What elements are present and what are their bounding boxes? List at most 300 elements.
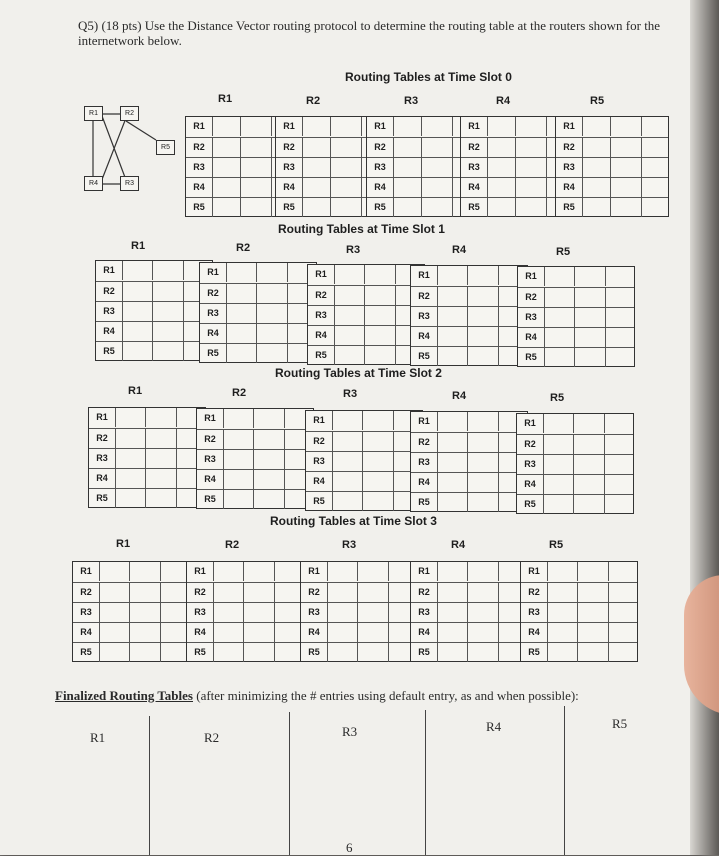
empty-table-cell[interactable] (468, 433, 499, 452)
empty-table-cell[interactable] (334, 306, 365, 325)
topology-node-r1: R1 (84, 106, 103, 121)
empty-table-cell[interactable] (609, 643, 639, 662)
routing-table-row (73, 622, 189, 642)
empty-table-cell[interactable] (130, 623, 161, 642)
empty-table-cell[interactable] (487, 158, 516, 177)
routing-table-row (306, 491, 422, 511)
destination-header: R4 (301, 623, 328, 642)
empty-table-cell[interactable] (547, 603, 578, 622)
destination-header: R5 (200, 344, 227, 363)
empty-table-cell[interactable] (223, 430, 254, 449)
empty-table-cell[interactable] (332, 432, 363, 451)
empty-table-cell[interactable] (642, 178, 670, 197)
empty-table-cell[interactable] (574, 495, 605, 514)
routing-table-row (517, 494, 633, 514)
empty-table-cell[interactable] (331, 198, 362, 217)
empty-table-cell[interactable] (254, 490, 285, 509)
empty-table-cell[interactable] (334, 326, 365, 345)
empty-table-cell[interactable] (302, 178, 331, 197)
routing-table-row (517, 454, 633, 474)
empty-table-cell[interactable] (146, 489, 177, 508)
destination-header: R5 (197, 490, 224, 509)
destination-header: R2 (411, 287, 438, 306)
empty-table-cell[interactable] (302, 158, 331, 177)
empty-table-cell[interactable] (244, 583, 275, 602)
empty-table-cell[interactable] (212, 178, 241, 197)
empty-table-cell[interactable] (257, 324, 288, 343)
empty-table-cell[interactable] (363, 472, 394, 491)
empty-table-cell[interactable] (332, 492, 363, 511)
empty-table-cell[interactable] (115, 489, 146, 508)
empty-table-cell[interactable] (574, 475, 605, 494)
empty-table-cell[interactable] (365, 346, 396, 365)
empty-table-cell[interactable] (547, 562, 578, 581)
empty-table-cell[interactable] (331, 117, 362, 136)
empty-table-cell[interactable] (642, 117, 670, 136)
empty-table-cell[interactable] (642, 138, 670, 157)
empty-table-cell[interactable] (302, 138, 331, 157)
empty-table-cell[interactable] (437, 493, 468, 512)
empty-table-cell[interactable] (358, 583, 389, 602)
empty-table-cell[interactable] (331, 158, 362, 177)
destination-header: R5 (308, 346, 335, 365)
empty-table-cell[interactable] (153, 322, 184, 341)
empty-table-cell[interactable] (468, 623, 499, 642)
empty-table-cell[interactable] (468, 347, 499, 366)
empty-table-cell[interactable] (241, 178, 272, 197)
empty-table-cell[interactable] (334, 346, 365, 365)
empty-table-cell[interactable] (611, 158, 642, 177)
empty-table-cell[interactable] (609, 623, 639, 642)
empty-table-cell[interactable] (99, 643, 130, 662)
empty-table-cell[interactable] (358, 643, 389, 662)
empty-table-cell[interactable] (605, 435, 635, 454)
empty-table-cell[interactable] (363, 452, 394, 471)
empty-table-cell[interactable] (468, 473, 499, 492)
empty-table-cell[interactable] (363, 432, 394, 451)
empty-table-cell[interactable] (241, 158, 272, 177)
empty-table-cell[interactable] (516, 138, 547, 157)
destination-header: R2 (367, 138, 394, 157)
destination-header: R2 (517, 435, 544, 454)
empty-table-cell[interactable] (582, 158, 611, 177)
router-table-label: R4 (452, 390, 467, 402)
empty-table-cell[interactable] (365, 306, 396, 325)
empty-table-cell[interactable] (468, 493, 499, 512)
empty-table-cell[interactable] (332, 472, 363, 491)
routing-table-row (308, 325, 424, 345)
empty-table-cell[interactable] (254, 430, 285, 449)
empty-table-cell[interactable] (146, 469, 177, 488)
empty-table-cell[interactable] (226, 344, 257, 363)
empty-table-cell[interactable] (611, 178, 642, 197)
empty-table-cell[interactable] (575, 348, 606, 367)
empty-table-cell[interactable] (422, 138, 453, 157)
empty-table-cell[interactable] (437, 347, 468, 366)
empty-table-cell[interactable] (582, 138, 611, 157)
empty-table-cell[interactable] (115, 449, 146, 468)
empty-table-cell[interactable] (547, 643, 578, 662)
destination-header: R4 (200, 324, 227, 343)
empty-table-cell[interactable] (544, 267, 575, 286)
empty-table-cell[interactable] (334, 265, 365, 284)
empty-table-cell[interactable] (606, 267, 636, 286)
empty-table-cell[interactable] (332, 452, 363, 471)
empty-table-cell[interactable] (437, 562, 468, 581)
destination-header: R2 (186, 138, 213, 157)
empty-table-cell[interactable] (257, 284, 288, 303)
empty-table-cell[interactable] (241, 138, 272, 157)
empty-table-cell[interactable] (516, 178, 547, 197)
empty-table-cell[interactable] (363, 492, 394, 511)
empty-table-cell[interactable] (547, 623, 578, 642)
router-table-label: R3 (342, 539, 357, 551)
empty-table-cell[interactable] (437, 287, 468, 306)
empty-table-cell[interactable] (487, 138, 516, 157)
empty-table-cell[interactable] (146, 429, 177, 448)
destination-header: R1 (186, 117, 213, 136)
empty-table-cell[interactable] (332, 411, 363, 430)
destination-header: R2 (411, 433, 438, 452)
empty-table-cell[interactable] (153, 342, 184, 361)
empty-table-cell[interactable] (99, 583, 130, 602)
empty-table-cell[interactable] (393, 158, 422, 177)
routing-table-row (518, 267, 634, 286)
empty-table-cell[interactable] (153, 282, 184, 301)
routing-table-row (411, 286, 527, 306)
empty-table-cell[interactable] (115, 408, 146, 427)
empty-table-cell[interactable] (437, 327, 468, 346)
empty-table-cell[interactable] (358, 623, 389, 642)
empty-table-cell[interactable] (212, 158, 241, 177)
router-table-label: R3 (346, 244, 361, 256)
empty-table-cell[interactable] (130, 562, 161, 581)
empty-table-cell[interactable] (437, 453, 468, 472)
empty-table-cell[interactable] (582, 178, 611, 197)
empty-table-cell[interactable] (213, 603, 244, 622)
routing-table-row (73, 562, 189, 581)
router-table-label: R5 (549, 539, 564, 551)
empty-table-cell[interactable] (437, 266, 468, 285)
routing-table-row (556, 197, 668, 217)
empty-table-cell[interactable] (642, 158, 670, 177)
empty-table-cell[interactable] (365, 326, 396, 345)
empty-table-cell[interactable] (547, 583, 578, 602)
routing-table-row (200, 283, 316, 303)
destination-header: R5 (301, 643, 328, 662)
empty-table-cell[interactable] (543, 455, 574, 474)
final-label-r3: R3 (342, 724, 358, 739)
finalized-tables-instruction: (after minimizing the # entries using default entry, as and when possible): (192, 688, 579, 703)
routing-table-row (73, 582, 189, 602)
empty-table-cell[interactable] (122, 261, 153, 280)
empty-table-cell[interactable] (468, 287, 499, 306)
empty-table-cell[interactable] (574, 455, 605, 474)
routing-table-row (308, 265, 424, 284)
empty-table-cell[interactable] (575, 267, 606, 286)
empty-table-cell[interactable] (327, 603, 358, 622)
empty-table-cell[interactable] (99, 603, 130, 622)
empty-table-cell[interactable] (422, 178, 453, 197)
empty-table-cell[interactable] (257, 263, 288, 282)
empty-table-cell[interactable] (122, 342, 153, 361)
routing-table-row (200, 263, 316, 282)
empty-table-cell[interactable] (393, 117, 422, 136)
empty-table-cell[interactable] (437, 307, 468, 326)
destination-header: R5 (89, 489, 116, 508)
destination-header: R2 (197, 430, 224, 449)
destination-header: R4 (521, 623, 548, 642)
empty-table-cell[interactable] (146, 449, 177, 468)
empty-table-cell[interactable] (213, 643, 244, 662)
empty-table-cell[interactable] (331, 178, 362, 197)
empty-table-cell[interactable] (575, 288, 606, 307)
empty-table-cell[interactable] (393, 138, 422, 157)
empty-table-cell[interactable] (574, 414, 605, 433)
empty-table-cell[interactable] (99, 562, 130, 581)
empty-table-cell[interactable] (575, 308, 606, 327)
routing-table-row (301, 602, 417, 622)
destination-header: R4 (197, 470, 224, 489)
empty-table-cell[interactable] (331, 138, 362, 157)
empty-table-cell[interactable] (223, 450, 254, 469)
router-table-label: R1 (128, 385, 143, 397)
empty-table-cell[interactable] (327, 583, 358, 602)
empty-table-cell[interactable] (516, 117, 547, 136)
empty-table-cell[interactable] (606, 308, 636, 327)
empty-table-cell[interactable] (122, 302, 153, 321)
empty-table-cell[interactable] (468, 307, 499, 326)
empty-table-cell[interactable] (543, 475, 574, 494)
empty-table-cell[interactable] (487, 117, 516, 136)
empty-table-cell[interactable] (578, 583, 609, 602)
empty-table-cell[interactable] (437, 603, 468, 622)
empty-table-cell[interactable] (241, 117, 272, 136)
empty-table-cell[interactable] (609, 603, 639, 622)
routing-table-row (96, 341, 212, 361)
empty-table-cell[interactable] (578, 562, 609, 581)
empty-table-cell[interactable] (437, 583, 468, 602)
empty-table-cell[interactable] (122, 322, 153, 341)
empty-table-cell[interactable] (363, 411, 394, 430)
empty-table-cell[interactable] (130, 603, 161, 622)
empty-table-cell[interactable] (582, 198, 611, 217)
routing-table-row (96, 261, 212, 280)
empty-table-cell[interactable] (244, 623, 275, 642)
empty-table-cell[interactable] (153, 261, 184, 280)
empty-table-cell[interactable] (99, 623, 130, 642)
empty-table-cell[interactable] (544, 348, 575, 367)
routing-table (410, 265, 528, 366)
empty-table-cell[interactable] (327, 623, 358, 642)
router-table-label: R4 (451, 539, 466, 551)
empty-table-cell[interactable] (609, 583, 639, 602)
empty-table-cell[interactable] (609, 562, 639, 581)
empty-table-cell[interactable] (223, 409, 254, 428)
router-table-label: R4 (496, 95, 511, 107)
destination-header: R1 (301, 562, 328, 581)
routing-table-row (306, 411, 422, 430)
empty-table-cell[interactable] (213, 562, 244, 581)
empty-table-cell[interactable] (244, 562, 275, 581)
empty-table-cell[interactable] (611, 138, 642, 157)
routing-table-row (197, 489, 313, 509)
destination-header: R3 (411, 453, 438, 472)
empty-table-cell[interactable] (422, 117, 453, 136)
empty-table-cell[interactable] (437, 643, 468, 662)
empty-table-cell[interactable] (130, 643, 161, 662)
empty-table-cell[interactable] (468, 453, 499, 472)
empty-table-cell[interactable] (605, 475, 635, 494)
routing-table-row (306, 471, 422, 491)
routing-table-row (200, 303, 316, 323)
destination-header: R5 (186, 198, 213, 217)
empty-table-cell[interactable] (611, 198, 642, 217)
empty-table-cell[interactable] (468, 643, 499, 662)
empty-table-cell[interactable] (257, 304, 288, 323)
empty-table-cell[interactable] (575, 328, 606, 347)
routing-table-row (187, 642, 303, 662)
empty-table-cell[interactable] (358, 603, 389, 622)
empty-table-cell[interactable] (212, 117, 241, 136)
routing-table-row (187, 602, 303, 622)
empty-table-cell[interactable] (213, 583, 244, 602)
destination-header: R5 (461, 198, 488, 217)
empty-table-cell[interactable] (212, 198, 241, 217)
empty-table-cell[interactable] (606, 348, 636, 367)
destination-header: R4 (187, 623, 214, 642)
empty-table-cell[interactable] (544, 288, 575, 307)
destination-header: R1 (411, 562, 438, 581)
empty-table-cell[interactable] (257, 344, 288, 363)
empty-table-cell[interactable] (578, 643, 609, 662)
empty-table-cell[interactable] (605, 414, 635, 433)
routing-table-row (518, 347, 634, 367)
empty-table-cell[interactable] (115, 469, 146, 488)
routing-table-row (518, 287, 634, 307)
empty-table-cell[interactable] (468, 266, 499, 285)
empty-table-cell[interactable] (468, 583, 499, 602)
routing-table-row (517, 414, 633, 433)
destination-header: R1 (308, 265, 335, 284)
destination-header: R3 (461, 158, 488, 177)
router-table-label: R3 (343, 388, 358, 400)
empty-table-cell[interactable] (487, 198, 516, 217)
empty-table-cell[interactable] (605, 455, 635, 474)
empty-table-cell[interactable] (115, 429, 146, 448)
empty-table-cell[interactable] (223, 470, 254, 489)
empty-table-cell[interactable] (153, 302, 184, 321)
empty-table-cell[interactable] (468, 412, 499, 431)
router-table-label: R5 (556, 246, 571, 258)
empty-table-cell[interactable] (365, 265, 396, 284)
routing-table-row (411, 306, 527, 326)
router-table-label: R2 (306, 95, 321, 107)
empty-table-cell[interactable] (254, 450, 285, 469)
empty-table-cell[interactable] (244, 643, 275, 662)
empty-table-cell[interactable] (543, 435, 574, 454)
empty-table-cell[interactable] (437, 433, 468, 452)
empty-table-cell[interactable] (146, 408, 177, 427)
routing-table-row (411, 472, 527, 492)
empty-table-cell[interactable] (516, 198, 547, 217)
empty-table-cell[interactable] (223, 490, 254, 509)
destination-header: R3 (556, 158, 583, 177)
empty-table-cell[interactable] (226, 304, 257, 323)
empty-table-cell[interactable] (642, 198, 670, 217)
empty-table-cell[interactable] (611, 117, 642, 136)
empty-table-cell[interactable] (437, 473, 468, 492)
routing-table-row (517, 474, 633, 494)
empty-table-cell[interactable] (226, 324, 257, 343)
empty-table-cell[interactable] (422, 158, 453, 177)
empty-table-cell[interactable] (543, 414, 574, 433)
empty-table-cell[interactable] (543, 495, 574, 514)
empty-table-cell[interactable] (334, 286, 365, 305)
empty-table-cell[interactable] (468, 562, 499, 581)
empty-table-cell[interactable] (327, 562, 358, 581)
empty-table-cell[interactable] (358, 562, 389, 581)
empty-table-cell[interactable] (226, 263, 257, 282)
empty-table-cell[interactable] (606, 328, 636, 347)
empty-table-cell[interactable] (578, 603, 609, 622)
routing-table (186, 561, 304, 662)
empty-table-cell[interactable] (582, 117, 611, 136)
empty-table-cell[interactable] (606, 288, 636, 307)
empty-table-cell[interactable] (544, 328, 575, 347)
empty-table-cell[interactable] (468, 603, 499, 622)
empty-table-cell[interactable] (302, 198, 331, 217)
destination-header: R5 (187, 643, 214, 662)
empty-table-cell[interactable] (130, 583, 161, 602)
final-column-divider (289, 712, 290, 855)
empty-table-cell[interactable] (122, 282, 153, 301)
empty-table-cell[interactable] (212, 138, 241, 157)
empty-table-cell[interactable] (605, 495, 635, 514)
empty-table-cell[interactable] (365, 286, 396, 305)
empty-table-cell[interactable] (437, 412, 468, 431)
destination-header: R5 (367, 198, 394, 217)
final-column-divider (425, 710, 426, 855)
empty-table-cell[interactable] (574, 435, 605, 454)
empty-table-cell[interactable] (302, 117, 331, 136)
empty-table-cell[interactable] (254, 470, 285, 489)
destination-header: R5 (411, 347, 438, 366)
question-text: Q5) (18 pts) Use the Distance Vector routing protocol to determine the routing table at the routers shown for the internetwork below. (78, 18, 661, 48)
empty-table-cell[interactable] (244, 603, 275, 622)
empty-table-cell[interactable] (241, 198, 272, 217)
empty-table-cell[interactable] (578, 623, 609, 642)
empty-table-cell[interactable] (544, 308, 575, 327)
empty-table-cell[interactable] (393, 198, 422, 217)
empty-table-cell[interactable] (468, 327, 499, 346)
empty-table-cell[interactable] (393, 178, 422, 197)
empty-table-cell[interactable] (437, 623, 468, 642)
empty-table-cell[interactable] (327, 643, 358, 662)
empty-table-cell[interactable] (213, 623, 244, 642)
empty-table-cell[interactable] (254, 409, 285, 428)
destination-header: R3 (73, 603, 100, 622)
empty-table-cell[interactable] (226, 284, 257, 303)
destination-header: R5 (73, 643, 100, 662)
final-label-r4: R4 (486, 719, 502, 734)
empty-table-cell[interactable] (487, 178, 516, 197)
final-label-r2: R2 (204, 730, 220, 745)
destination-header: R2 (411, 583, 438, 602)
empty-table-cell[interactable] (422, 198, 453, 217)
routing-table-row (200, 323, 316, 343)
empty-table-cell[interactable] (516, 158, 547, 177)
